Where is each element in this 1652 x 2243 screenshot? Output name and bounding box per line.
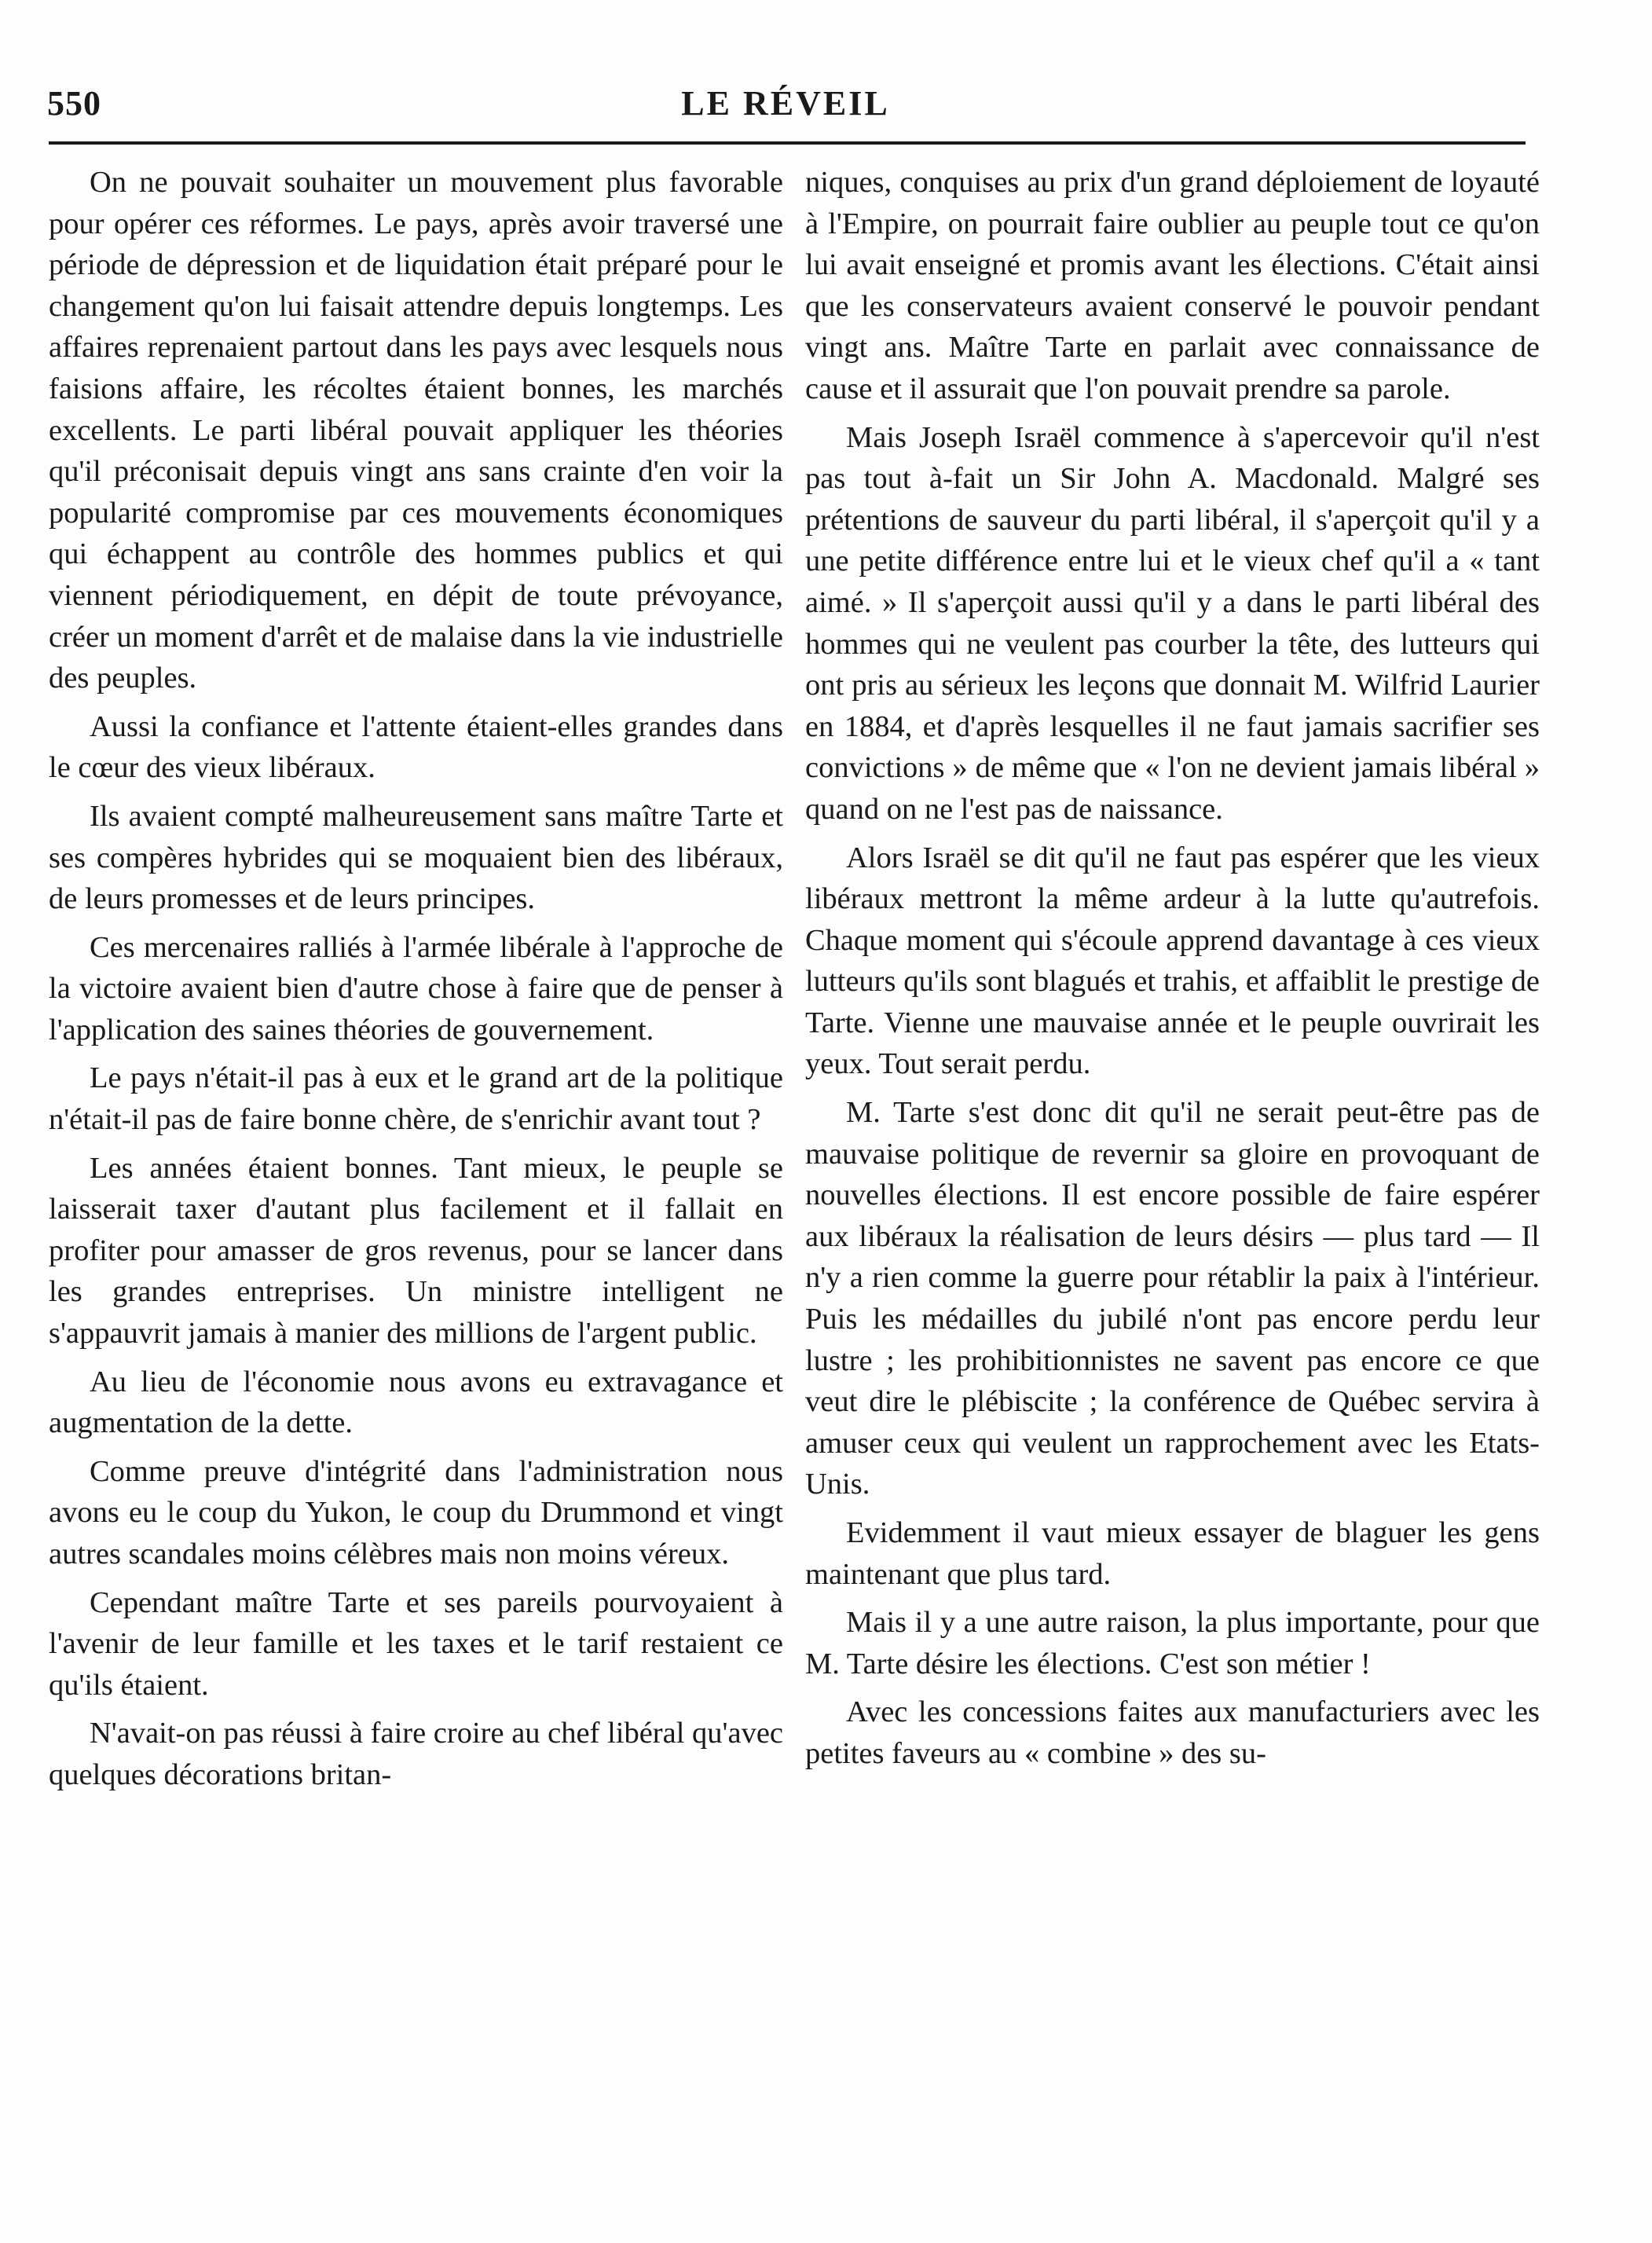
paragraph: Le pays n'était-il pas à eux et le grand art de la politique n'était-il pas de faire bonne chère, de s'enrichir avant tout ? xyxy=(49,1061,783,1137)
header-rule xyxy=(49,141,1526,145)
paragraph: M. Tarte s'est donc dit qu'il ne serait peut-être pas de mauvaise politique de revernir sa gloire en provoquant de nouvelles élections. Il est encore possible de faire espérer aux libéraux la réalisation de leurs désirs — plus tard — Il n'y a rien comme la guerre pour rétablir la paix à l'intérieur. Puis les médailles du jubilé n'ont pas encore perdu leur lustre ; les prohibitionnistes ne savent pas encore ce que veut dire le plébiscite ; la conférence de Québec servira à amuser ceux qui veulent un rapprochement avec les Etats-Unis. xyxy=(805,1096,1540,1501)
right-column xyxy=(805,162,1540,1775)
paragraph: Mais Joseph Israël commence à s'apercevoir qu'il n'est pas tout à-fait un Sir John A. Macdonald. Malgré ses prétentions de sauveur du parti libéral, il s'aperçoit qu'il y a une petite différence entre lui et le vieux chef qu'il a « tant aimé. » Il s'aperçoit aussi qu'il y a dans le parti libéral des hommes qui ne veulent pas courber la tête, des lutteurs qui ont pris au sérieux les leçons que donnait M. Wilfrid Laurier en 1884, et d'après lesquelles il ne faut jamais sacrifier ses convictions » de même que « l'on ne devient jamais libéral » quand on ne l'est pas de naissance. xyxy=(805,420,1540,826)
paragraph: Aussi la confiance et l'attente étaient-elles grandes dans le cœur des vieux libéraux. xyxy=(49,709,783,785)
paragraph-continuation: niques, conquises au prix d'un grand déploiement de loyauté à l'Empire, on pourrait faire oublier au peuple tout ce qu'on lui avait enseigné et promis avant les élections. C'était ainsi que les conservateurs avaient conservé le pouvoir pendant vingt ans. Maître Tarte en parlait avec connaissance de cause et il assurait que l'on pouvait prendre sa parole. xyxy=(805,166,1540,405)
journal-title: LE RÉVEIL xyxy=(681,84,890,123)
paragraph: Les années étaient bonnes. Tant mieux, le peuple se laisserait taxer d'autant plus facilement et il fallait en profiter pour amasser de gros revenus, pour se lancer dans les grandes entreprises. Un ministre intelligent ne s'appauvrit jamais à manier des millions de l'argent public. xyxy=(49,1151,783,1351)
paragraph: Alors Israël se dit qu'il ne faut pas espérer que les vieux libéraux mettront la même ardeur à la lutte qu'autrefois. Chaque moment qui s'écoule apprend davantage à ces vieux lutteurs qu'ils sont blagués et trahis, et affaiblit le prestige de Tarte. Vienne une mauvaise année et le peuple ouvrirait les yeux. Tout serait perdu. xyxy=(805,841,1540,1081)
paragraph: Au lieu de l'économie nous avons eu extravagance et augmentation de la dette. xyxy=(49,1365,783,1440)
paragraph: Evidemment il vaut mieux essayer de blaguer les gens maintenant que plus tard. xyxy=(805,1516,1540,1591)
page-number: 550 xyxy=(47,84,101,123)
paragraph: Cependant maître Tarte et ses pareils pourvoyaient à l'avenir de leur famille et les taxes et le tarif restaient ce qu'ils étaient. xyxy=(49,1585,783,1702)
paragraph: Ils avaient compté malheureusement sans maître Tarte et ses compères hybrides qui se moquaient bien des libéraux, de leurs promesses et de leurs principes. xyxy=(49,799,783,916)
paragraph: Ces mercenaires ralliés à l'armée libérale à l'approche de la victoire avaient bien d'autre chose à faire que de penser à l'application des saines théories de gouvernement. xyxy=(49,930,783,1046)
paragraph: N'avait-on pas réussi à faire croire au chef libéral qu'avec quelques décorations britan- xyxy=(49,1717,783,1791)
left-column xyxy=(49,162,783,1796)
paragraph: Mais il y a une autre raison, la plus importante, pour que M. Tarte désire les élections. C'est son métier ! xyxy=(805,1606,1540,1680)
paragraph: Avec les concessions faites aux manufacturiers avec les petites faveurs au « combine » des su- xyxy=(805,1695,1540,1770)
page-header xyxy=(47,72,1524,135)
paragraph: Comme preuve d'intégrité dans l'administration nous avons eu le coup du Yukon, le coup du Drummond et vingt autres scandales moins célèbres mais non moins véreux. xyxy=(49,1454,783,1570)
paragraph: On ne pouvait souhaiter un mouvement plus favorable pour opérer ces réformes. Le pays, après avoir traversé une période de dépression et de liquidation était préparé pour le changement qu'on lui faisait attendre depuis longtemps. Les affaires reprenaient partout dans les pays avec lesquels nous faisions affaire, les récoltes étaient bonnes, les marchés excellents. Le parti libéral pouvait appliquer les théories qu'il préconisait depuis vingt ans sans crainte d'en voir la popularité compromise par ces mouvements économiques qui échappent au contrôle des hommes publics et qui viennent périodiquement, en dépit de toute prévoyance, créer un moment d'arrêt et de malaise dans la vie industrielle des peuples. xyxy=(49,166,783,695)
